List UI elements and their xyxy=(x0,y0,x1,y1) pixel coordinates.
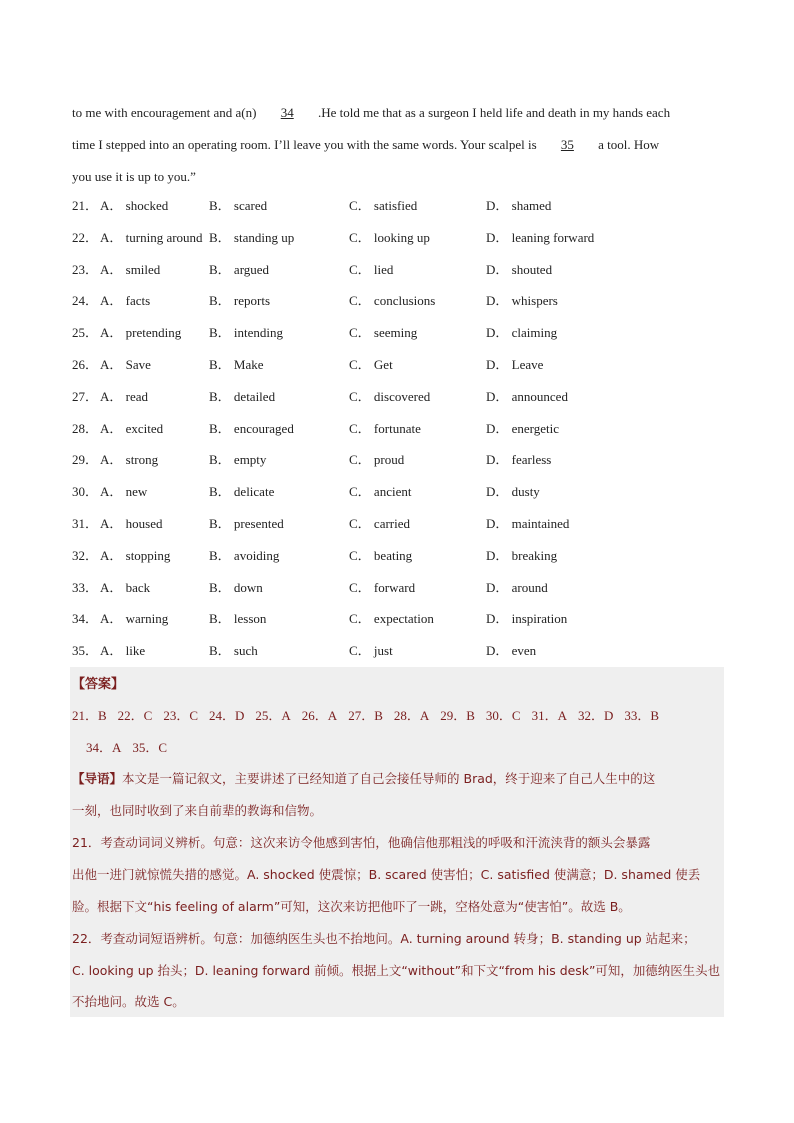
guide-line-1: 【导语】本文是一篇记叙文，主要讲述了已经知道了自己会接任导师的 Brad，终于迎来了自己人生中的这 xyxy=(72,771,656,786)
explanation-22-line-3: 不抬地问。故选 C。 xyxy=(72,994,185,1009)
option-b: B． reports xyxy=(209,293,271,309)
option-c: C． conclusions xyxy=(349,293,436,309)
option-a: A． strong xyxy=(100,452,159,468)
explanation-21-line-1: 21．考查动词词义辨析。句意：这次来访令他感到害怕，他确信他那粗浅的呼吸和汗流浃背的额头会暴露 xyxy=(72,835,651,850)
option-c: C． ancient xyxy=(349,484,412,500)
answer-key-list xyxy=(72,706,670,726)
option-a: A． pretending xyxy=(100,325,182,341)
option-a: A． smiled xyxy=(100,261,161,277)
option-c: C． seeming xyxy=(349,325,418,341)
option-b: B． avoiding xyxy=(209,547,280,563)
answer-key: 22．C xyxy=(117,708,153,723)
option-c: C． expectation xyxy=(349,611,434,627)
option-b: B． presented xyxy=(209,515,284,531)
guide-label: 【导语】 xyxy=(72,771,123,786)
option-a: A． back xyxy=(100,579,151,595)
blank-35: 35 xyxy=(560,137,574,152)
answer-key: 29．B xyxy=(440,708,475,723)
answer-key: 28．A xyxy=(393,708,430,723)
option-a: A． like xyxy=(100,643,146,659)
option-a: A． turning around xyxy=(100,229,203,245)
option-b: B． empty xyxy=(209,452,267,468)
option-b: B． scared xyxy=(209,198,268,213)
option-b: B． intending xyxy=(209,325,284,341)
option-d: D． maintained xyxy=(486,515,570,531)
option-b: B． Make xyxy=(209,356,264,372)
option-b: B． encouraged xyxy=(209,420,294,436)
answer-key: 24．D xyxy=(209,708,245,723)
answer-key: 21．B xyxy=(72,708,107,723)
option-a: A． new xyxy=(100,484,148,500)
option-b: B． argued xyxy=(209,261,270,277)
option-d: D． energetic xyxy=(486,420,560,436)
answer-key: 32．D xyxy=(577,708,614,723)
option-c: C． forward xyxy=(349,579,416,595)
answer-heading: 【答案】 xyxy=(72,677,125,692)
option-b: B． lesson xyxy=(209,611,267,627)
option-a: A． stopping xyxy=(100,547,171,563)
option-c: C． beating xyxy=(349,547,413,563)
option-d: D． Leave xyxy=(486,356,544,372)
option-c: C． fortunate xyxy=(349,420,421,436)
answer-explanation-box xyxy=(70,667,724,1017)
option-d: D． shamed xyxy=(486,198,552,213)
option-d: D． claiming xyxy=(486,325,558,341)
explanation-22-line-2: C. looking up 抬头；D. leaning forward 前倾。根据上文“without”和下文“from his desk”可知，加德纳医生头也 xyxy=(72,963,721,978)
answer-key: 33．B xyxy=(624,708,660,723)
answer-key: 25．A xyxy=(255,708,291,723)
option-b: B． standing up xyxy=(209,229,295,245)
option-a: A． shocked xyxy=(100,198,169,213)
option-c: C． proud xyxy=(349,452,405,468)
option-a: A． facts xyxy=(100,293,151,309)
option-d: D． shouted xyxy=(486,261,553,277)
option-d: D． breaking xyxy=(486,547,558,563)
blank-34: 34 xyxy=(280,105,294,120)
answer-key: 26．A xyxy=(301,708,338,723)
answer-key: 35．C xyxy=(132,740,168,755)
option-d: D． leaning forward xyxy=(486,229,595,245)
passage-line-2: time I stepped into an operating room. I’ll leave you with the same words. Your scalpel is 35 a tool. How xyxy=(72,129,724,161)
option-b: B． such xyxy=(209,643,258,659)
option-a: A． excited xyxy=(100,420,164,436)
option-c: C． just xyxy=(349,643,393,659)
answer-key: 30．C xyxy=(485,708,521,723)
passage-line-3: you use it is up to you.” xyxy=(72,169,196,184)
option-c: C． Get xyxy=(349,356,393,372)
passage-line-1: to me with encouragement and a(n) 34 .He told me that as a surgeon I held life and death in my hands each xyxy=(72,97,724,129)
explanation-21-line-2: 出他一进门就惊慌失措的感觉。A. shocked 使震惊；B. scared 使害怕；C. satisfied 使满意；D. shamed 使丢 xyxy=(72,867,701,882)
option-d: D． even xyxy=(486,643,537,659)
explanation-22-line-1: 22．考查动词短语辨析。句意：加德纳医生头也不抬地问。A. turning around 转身；B. standing up 站起来； xyxy=(72,931,696,946)
option-c: C． looking up xyxy=(349,229,430,245)
option-d: D． dusty xyxy=(486,484,540,500)
option-d: D． around xyxy=(486,579,548,595)
option-b: B． delicate xyxy=(209,484,275,500)
option-d: D． fearless xyxy=(486,452,552,468)
option-d: D． whispers xyxy=(486,293,558,309)
answer-key: 31．A xyxy=(531,708,567,723)
option-b: B． detailed xyxy=(209,388,276,404)
option-a: A． housed xyxy=(100,515,163,531)
explanation-21-line-3: 脸。根据下文“his feeling of alarm”可知，这次来访把他吓了一跳，空格处意为“使害怕”。故选 B。 xyxy=(72,899,631,914)
answer-key: 23．C xyxy=(163,708,199,723)
option-a: A． Save xyxy=(100,356,151,372)
answer-key: 34．A xyxy=(86,740,122,755)
option-d: D． inspiration xyxy=(486,611,568,627)
option-c: C． satisfied xyxy=(349,198,418,213)
answer-key: 27．B xyxy=(348,708,383,723)
answer-key-list-2 xyxy=(86,738,178,758)
option-d: D． announced xyxy=(486,388,568,404)
document-page: to me with encouragement and a(n) 34 .He told me that as a surgeon I held life and death in my hands each time I stepped into an operating room. I’ll leave you with the same words. Your scalpel is 35 a tool. How you use it is up to you.” 21． A． shocked B． scared C． satisfied D． shamed 22． A． turning around B． standing up C． looking up D． leaning forward 23． A． smiled B． argued C． lied D． shouted 24． A． facts B． reports C． conclusions D． whispers 25． A． pretending B． intending C． seeming D． claiming 26． A． Save B． Make C． Get D． Leave 27． A． read B． detailed C． discovered D． announced 28． A． excited B． encouraged C． fortunate D． energetic 29． A． strong B． empty C． proud D． fearless 30． A． new B． delicate C． ancient D． dusty 31． A． housed B． presented C． carried D． maintained 32． A． stopping B． avoiding C． beating D． breaking 33． A． back B． down C． forward D． around 34． A． warning B． lesson C． expectation D． inspiration 35． A． like B． such C． just D． even 【答案】 21．B 22．C 23．C 24．D 25．A 26．A 27．B 28．A 29．B 30．C 31．A 32．D 33．B 34．A 35．C 【导语】本文是一篇记叙文，主要讲述了已经知道了自己会接任导师的 Brad，终于迎来了自己人生中的这 一刻，也同时收到了来自前辈的教诲和信物。 21．考查动词词义辨析。句意：这次来访令他感到害怕，他确信他那粗浅的呼吸和汗流浃背的额头会暴露 出他一进门就惊慌失措的感觉。A. shocked 使震惊；B. scared 使害怕；C. satisfied 使满意；D. shamed 使丢 脸。根据下文“his feeling of alarm”可知，这次来访把他吓了一跳，空格处意为“使害怕”。故选 B。 22．考查动词短语辨析。句意：加德纳医生头也不抬地问。A. turning around 转身；B. standing up 站起来； C. looking up 抬头；D. leaning forward 前倾。根据上文“without”和下文“from his desk”可知，加德纳医生头也 不抬地问。故选 C。 xyxy=(0,0,794,1123)
option-b: B． down xyxy=(209,579,263,595)
option-c: C． carried xyxy=(349,515,411,531)
option-a: A． read xyxy=(100,388,149,404)
passage-text xyxy=(72,97,724,193)
option-c: C． discovered xyxy=(349,388,431,404)
option-a: A． warning xyxy=(100,611,169,627)
option-c: C． lied xyxy=(349,261,394,277)
guide-line-2: 一刻，也同时收到了来自前辈的教诲和信物。 xyxy=(72,803,323,818)
